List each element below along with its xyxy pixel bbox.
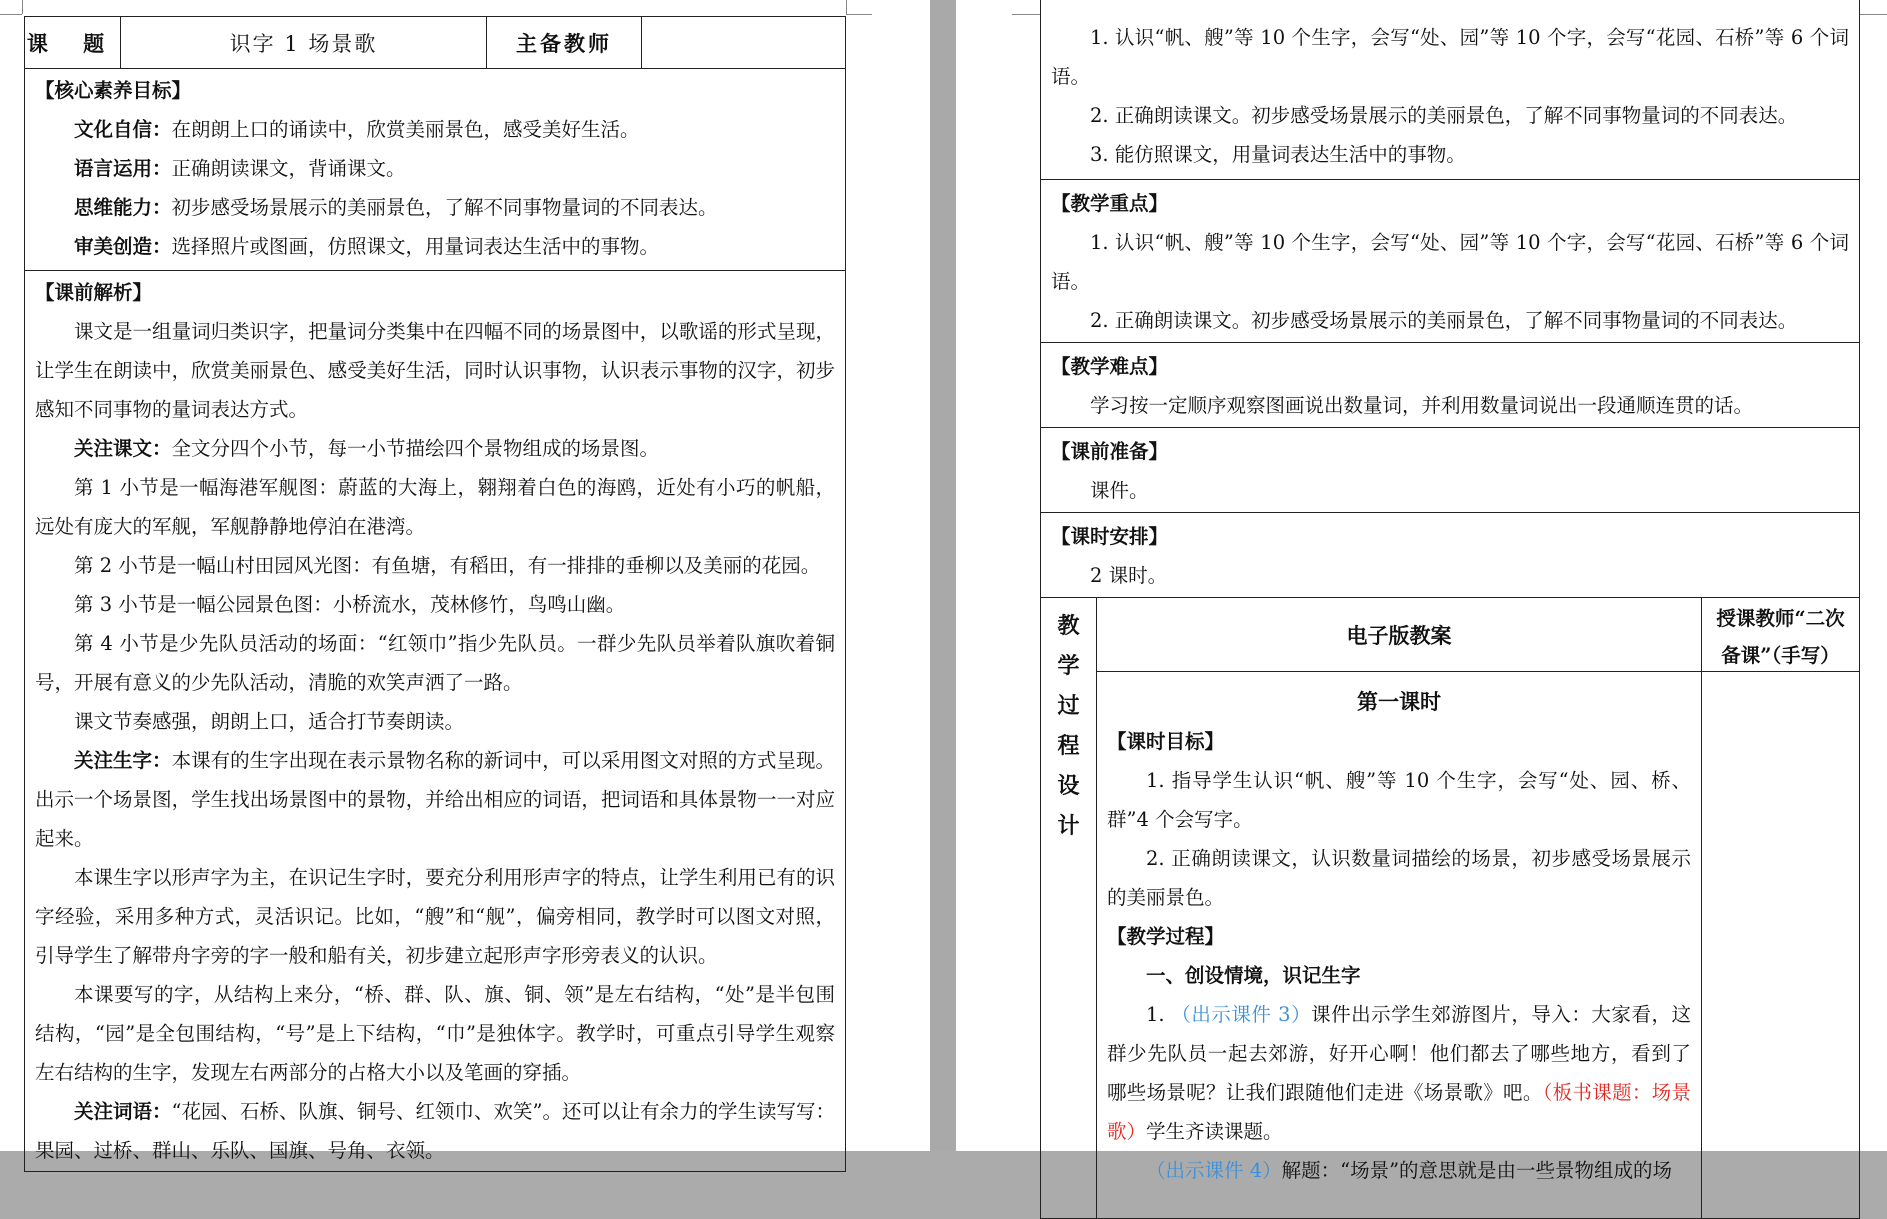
lesson-goal-item: 2. 正确朗读课文，认识数量词描绘的场景，初步感受场景展示的美丽景色。 bbox=[1107, 847, 1691, 909]
schedule-section bbox=[1041, 513, 1859, 598]
second-prep-header: 授课教师“二次备课”（手写） bbox=[1702, 598, 1859, 672]
section-heading: 【课时安排】 bbox=[1051, 525, 1169, 548]
process-side-label: 教 学 过 程 设 计 bbox=[1041, 598, 1097, 1218]
analysis-paragraph: 第 2 小节是一幅山村田园风光图：有鱼塘，有稻田，有一排排的垂柳以及美丽的花园。 bbox=[74, 554, 821, 577]
lesson-title: 第一课时 bbox=[1357, 689, 1441, 714]
lesson-plan-table-left bbox=[24, 16, 846, 1172]
crop-mark bbox=[1012, 14, 1040, 15]
goal-item: 文化自信：在朗朗上口的诵读中，欣赏美丽景色，感受美好生活。 bbox=[74, 118, 640, 141]
crop-mark bbox=[1860, 14, 1887, 15]
document-page-right bbox=[956, 0, 1887, 1182]
teacher-label: 主备教师 bbox=[487, 17, 642, 68]
analysis-paragraph: 第 1 小节是一幅海港军舰图：蔚蓝的大海上，翱翔着白色的海鸥，近处有小巧的帆船，远处有庞大的军舰，军舰静静地停泊在港湾。 bbox=[35, 476, 835, 538]
lesson-goal-item: 1. 指导学生认识“帆、艘”等 10 个生字，会写“处、园、桥、群”4 个会写字。 bbox=[1107, 769, 1691, 831]
goal-item: 思维能力：初步感受场景展示的美丽景色，了解不同事物量词的不同表达。 bbox=[74, 196, 718, 219]
crop-mark bbox=[846, 0, 847, 14]
subject-label: 课 题 bbox=[25, 17, 121, 68]
schedule-text: 2 课时。 bbox=[1090, 564, 1168, 587]
core-goals-section bbox=[25, 69, 845, 271]
goal-item: 2. 正确朗读课文。初步感受场景展示的美丽景色，了解不同事物量词的不同表达。 bbox=[1090, 104, 1798, 127]
teacher-value bbox=[642, 17, 845, 68]
goal-item: 3. 能仿照课文，用量词表达生活中的事物。 bbox=[1090, 143, 1466, 166]
goals-continued-section bbox=[1041, 0, 1859, 180]
step-paragraph: 1. （出示课件 3）课件出示学生郊游图片，导入：大家看，这群少先队员一起去郊游，好开心啊！他们都去了哪些地方，看到了哪些场景呢？让我们跟随他们走进《场景歌》吧。（板书课题：场景歌）学生齐读课题。 bbox=[1107, 1003, 1691, 1143]
step-paragraph: （出示课件 4）解题：“场景”的意思就是由一些景物组成的场 bbox=[1146, 1159, 1673, 1182]
key-points-section bbox=[1041, 180, 1859, 343]
lesson-plan-table-right bbox=[1040, 0, 1860, 1219]
goal-item: 审美创造：选择照片或图画，仿照课文，用量词表达生活中的事物。 bbox=[74, 235, 660, 258]
document-page-left bbox=[0, 0, 930, 1162]
board-note: （板书课题：场景歌） bbox=[1107, 1081, 1691, 1143]
crop-mark bbox=[22, 0, 23, 14]
courseware-link[interactable]: （出示课件 3） bbox=[1171, 1003, 1312, 1026]
analysis-paragraph: 本课要写的字，从结构上来分，“桥、群、队、旗、铜、领”是左右结构，“处”是半包围结构，“园”是全包围结构，“号”是上下结构，“巾”是独体字。教学时，可重点引导学生观察左右结构的生字，发现左右两部分的占格大小以及笔画的穿插。 bbox=[35, 983, 835, 1084]
key-point-item: 1. 认识“帆、艘”等 10 个生字，会写“处、园”等 10 个字，会写“花园、石桥”等 6 个词语。 bbox=[1051, 231, 1849, 293]
analysis-paragraph: 课文节奏感强，朗朗上口，适合打节奏朗读。 bbox=[74, 710, 465, 733]
goal-item: 语言运用：正确朗读课文，背诵课文。 bbox=[74, 157, 406, 180]
section-heading: 【课时目标】 bbox=[1107, 730, 1225, 753]
analysis-paragraph: 关注生字：本课有的生字出现在表示景物名称的新词中，可以采用图文对照的方式呈现。出示一个场景图，学生找出场景图中的景物，并给出相应的词语，把词语和具体景物一一对应起来。 bbox=[35, 749, 835, 850]
key-point-item: 2. 正确朗读课文。初步感受场景展示的美丽景色，了解不同事物量词的不同表达。 bbox=[1090, 309, 1798, 332]
step-heading: 一、创设情境，识记生字 bbox=[1146, 964, 1361, 987]
second-prep-column bbox=[1702, 598, 1859, 1218]
analysis-paragraph: 第 3 小节是一幅公园景色图：小桥流水，茂林修竹，鸟鸣山幽。 bbox=[74, 593, 626, 616]
difficulty-text: 学习按一定顺序观察图画说出数量词，并利用数量词说出一段通顺连贯的话。 bbox=[1090, 394, 1754, 417]
analysis-paragraph: 关注课文：全文分四个小节，每一小节描绘四个景物组成的场景图。 bbox=[74, 437, 660, 460]
electronic-plan-column bbox=[1097, 598, 1702, 1218]
preparation-section bbox=[1041, 428, 1859, 513]
section-heading: 【课前准备】 bbox=[1051, 440, 1169, 463]
crop-mark bbox=[846, 14, 872, 15]
difficulties-section bbox=[1041, 343, 1859, 428]
teaching-process-section bbox=[1041, 598, 1859, 1218]
goal-item: 1. 认识“帆、艘”等 10 个生字，会写“处、园”等 10 个字，会写“花园、石桥”等 6 个词语。 bbox=[1051, 26, 1849, 88]
crop-mark bbox=[0, 14, 22, 15]
subject-value: 识字 1 场景歌 bbox=[121, 17, 487, 68]
page-gutter bbox=[930, 0, 956, 1151]
analysis-section bbox=[25, 271, 845, 1171]
analysis-paragraph: 第 4 小节是少先队员活动的场面：“红领巾”指少先队员。一群少先队员举着队旗吹着铜号，开展有意义的少先队活动，清脆的欢笑声洒了一路。 bbox=[35, 632, 835, 694]
section-heading: 【教学重点】 bbox=[1051, 192, 1169, 215]
courseware-link[interactable]: （出示课件 4） bbox=[1146, 1159, 1282, 1182]
analysis-paragraph: 课文是一组量词归类识字，把量词分类集中在四幅不同的场景图中，以歌谣的形式呈现，让学生在朗读中，欣赏美丽景色、感受美好生活，同时认识事物，认识表示事物的汉字，初步感知不同事物的量词表达方式。 bbox=[35, 320, 835, 421]
header-row bbox=[25, 17, 845, 69]
analysis-paragraph: 关注词语：“花园、石桥、队旗、铜号、红领巾、欢笑”。还可以让有余力的学生读写写：果园、过桥、群山、乐队、国旗、号角、衣领。 bbox=[35, 1100, 835, 1162]
section-heading: 【教学难点】 bbox=[1051, 355, 1169, 378]
analysis-paragraph: 本课生字以形声字为主，在识记生字时，要充分利用形声字的特点，让学生利用已有的识字经验，采用多种方式，灵活识记。比如，“艘”和“舰”，偏旁相同，教学时可以图文对照，引导学生了解带舟字旁的字一般和船有关，初步建立起形声字形旁表义的认识。 bbox=[35, 866, 835, 967]
section-heading: 【核心素养目标】 bbox=[35, 79, 192, 102]
preparation-text: 课件。 bbox=[1090, 479, 1149, 502]
section-heading: 【课前解析】 bbox=[35, 281, 153, 304]
section-heading: 【教学过程】 bbox=[1107, 925, 1225, 948]
electronic-plan-header: 电子版教案 bbox=[1097, 598, 1701, 672]
